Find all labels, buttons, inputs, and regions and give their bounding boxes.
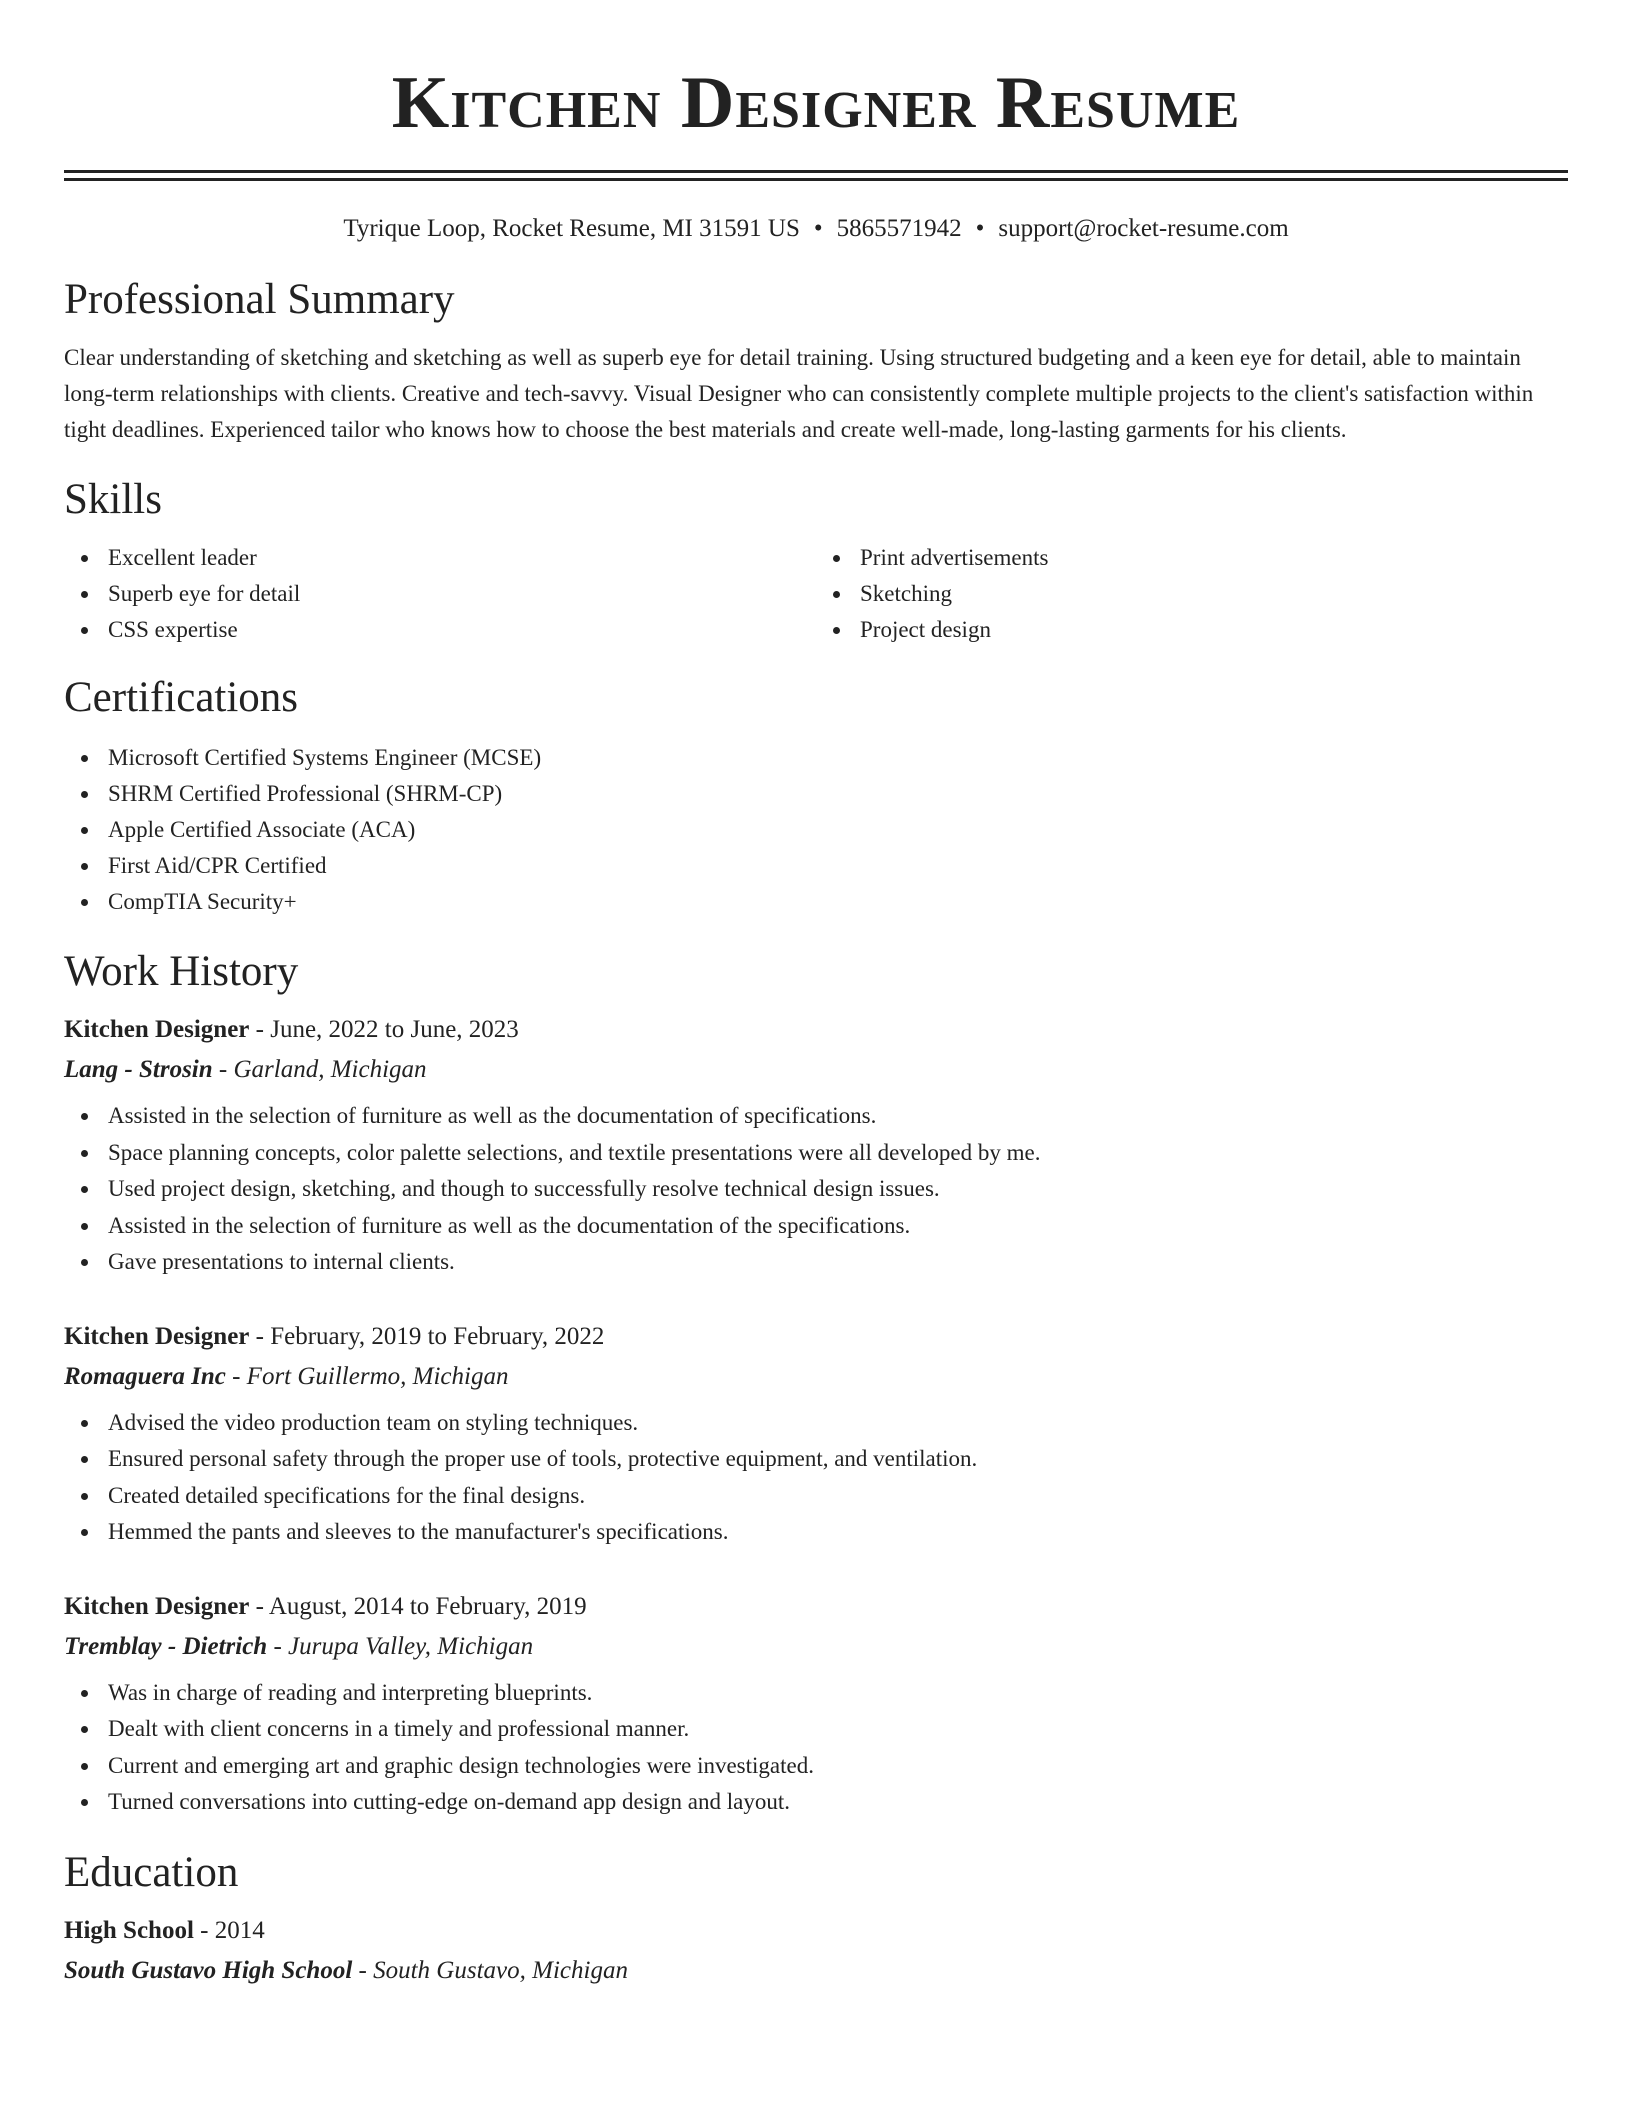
job-bullet: Created detailed specifications for the final designs. bbox=[64, 1478, 1568, 1515]
certifications-section bbox=[64, 672, 1568, 920]
job-title-line bbox=[64, 1319, 1568, 1355]
job-dates: - June, 2022 to June, 2023 bbox=[249, 1016, 519, 1043]
job-role: Kitchen Designer bbox=[64, 1592, 250, 1620]
certification-item: Apple Certified Associate (ACA) bbox=[64, 812, 1568, 848]
job-location: - Jurupa Valley, Michigan bbox=[267, 1632, 534, 1660]
job-bullet: Was in charge of reading and interpreting blueprints. bbox=[64, 1675, 1568, 1712]
job-company-line bbox=[64, 1052, 1568, 1088]
certification-item: CompTIA Security+ bbox=[64, 884, 1568, 920]
education-year: - 2014 bbox=[193, 1916, 265, 1944]
skills-section bbox=[64, 474, 1568, 648]
skill-item: Print advertisements bbox=[816, 540, 1568, 576]
education-degree-line bbox=[64, 1913, 1568, 1949]
education-school: South Gustavo High School bbox=[64, 1956, 353, 1984]
skill-item: CSS expertise bbox=[64, 612, 816, 648]
education-entry bbox=[64, 1913, 1568, 1989]
summary-text: Clear understanding of sketching and sketching as well as superb eye for detail training. Using structured budgeting and a keen eye for detail, able to maintain long-term relationships with clients. Creative and tech-savvy. Visual Designer who can consistently complete multiple projects to the client's satisfaction within tight deadlines. Experienced tailor who knows how to choose the best materials and create well-made, long-lasting garments for his clients. bbox=[64, 345, 1534, 442]
job-bullets bbox=[64, 1675, 1568, 1821]
education-heading: Education bbox=[64, 1848, 239, 1896]
work-history-section bbox=[64, 946, 1568, 1821]
job-company: Tremblay - Dietrich bbox=[64, 1632, 268, 1660]
job-bullet: Gave presentations to internal clients. bbox=[64, 1244, 1568, 1281]
job-entry bbox=[64, 1012, 1568, 1281]
job-bullet: Assisted in the selection of furniture as well as the documentation of specifications. bbox=[64, 1098, 1568, 1135]
certifications-list bbox=[64, 740, 1568, 920]
job-bullet: Hemmed the pants and sleeves to the manufacturer's specifications. bbox=[64, 1514, 1568, 1551]
education-section bbox=[64, 1847, 1568, 1989]
job-company: Romaguera Inc bbox=[64, 1362, 226, 1390]
contact-address: Tyrique Loop, Rocket Resume, MI 31591 US bbox=[343, 215, 800, 242]
job-bullets bbox=[64, 1098, 1568, 1281]
contact-phone: 5865571942 bbox=[836, 215, 962, 242]
job-title-line bbox=[64, 1012, 1568, 1048]
job-entry bbox=[64, 1319, 1568, 1551]
job-entry bbox=[64, 1589, 1568, 1821]
skill-item: Project design bbox=[816, 612, 1568, 648]
job-bullet: Ensured personal safety through the proper use of tools, protective equipment, and ventilation. bbox=[64, 1441, 1568, 1478]
job-bullets bbox=[64, 1405, 1568, 1551]
skill-item: Sketching bbox=[816, 576, 1568, 612]
job-company-line bbox=[64, 1359, 1568, 1395]
job-bullet: Dealt with client concerns in a timely and professional manner. bbox=[64, 1711, 1568, 1748]
job-location: - Fort Guillermo, Michigan bbox=[225, 1362, 509, 1390]
contact-email: support@rocket-resume.com bbox=[998, 215, 1289, 242]
job-bullet: Used project design, sketching, and though to successfully resolve technical design issues. bbox=[64, 1171, 1568, 1208]
job-role: Kitchen Designer bbox=[64, 1322, 250, 1350]
skills-heading: Skills bbox=[64, 476, 162, 523]
summary-heading: Professional Summary bbox=[64, 276, 455, 323]
title-divider bbox=[64, 170, 1568, 181]
skills-list-right bbox=[816, 540, 1568, 648]
contact-line bbox=[64, 214, 1568, 244]
job-dates: - August, 2014 to February, 2019 bbox=[249, 1592, 587, 1620]
job-company: Lang - Strosin bbox=[64, 1056, 213, 1083]
contact-separator: • bbox=[975, 215, 985, 242]
education-location: - South Gustavo, Michigan bbox=[352, 1956, 628, 1984]
page-title: Kitchen Designer Resume bbox=[391, 62, 1241, 144]
skills-list-left bbox=[64, 540, 816, 648]
job-bullet: Assisted in the selection of furniture as well as the documentation of the specifications. bbox=[64, 1208, 1568, 1245]
certification-item: SHRM Certified Professional (SHRM-CP) bbox=[64, 776, 1568, 812]
summary-section bbox=[64, 274, 1568, 448]
contact-separator: • bbox=[813, 215, 823, 242]
job-bullet: Current and emerging art and graphic design technologies were investigated. bbox=[64, 1748, 1568, 1785]
job-bullet: Advised the video production team on styling techniques. bbox=[64, 1405, 1568, 1442]
skill-item: Superb eye for detail bbox=[64, 576, 816, 612]
job-bullet: Turned conversations into cutting-edge on-demand app design and layout. bbox=[64, 1784, 1568, 1821]
education-degree: High School bbox=[64, 1916, 194, 1944]
job-dates: - February, 2019 to February, 2022 bbox=[249, 1322, 605, 1350]
education-school-line bbox=[64, 1953, 1568, 1989]
job-title-line bbox=[64, 1589, 1568, 1625]
certification-item: Microsoft Certified Systems Engineer (MCSE) bbox=[64, 740, 1568, 776]
skills-grid bbox=[64, 540, 1568, 648]
skill-item: Excellent leader bbox=[64, 540, 816, 576]
certifications-heading: Certifications bbox=[64, 674, 299, 721]
work-history-heading: Work History bbox=[64, 948, 299, 995]
job-location: - Garland, Michigan bbox=[212, 1056, 427, 1083]
job-role: Kitchen Designer bbox=[64, 1016, 250, 1043]
job-company-line bbox=[64, 1629, 1568, 1665]
job-bullet: Space planning concepts, color palette selections, and textile presentations were all developed by me. bbox=[64, 1135, 1568, 1172]
certification-item: First Aid/CPR Certified bbox=[64, 848, 1568, 884]
